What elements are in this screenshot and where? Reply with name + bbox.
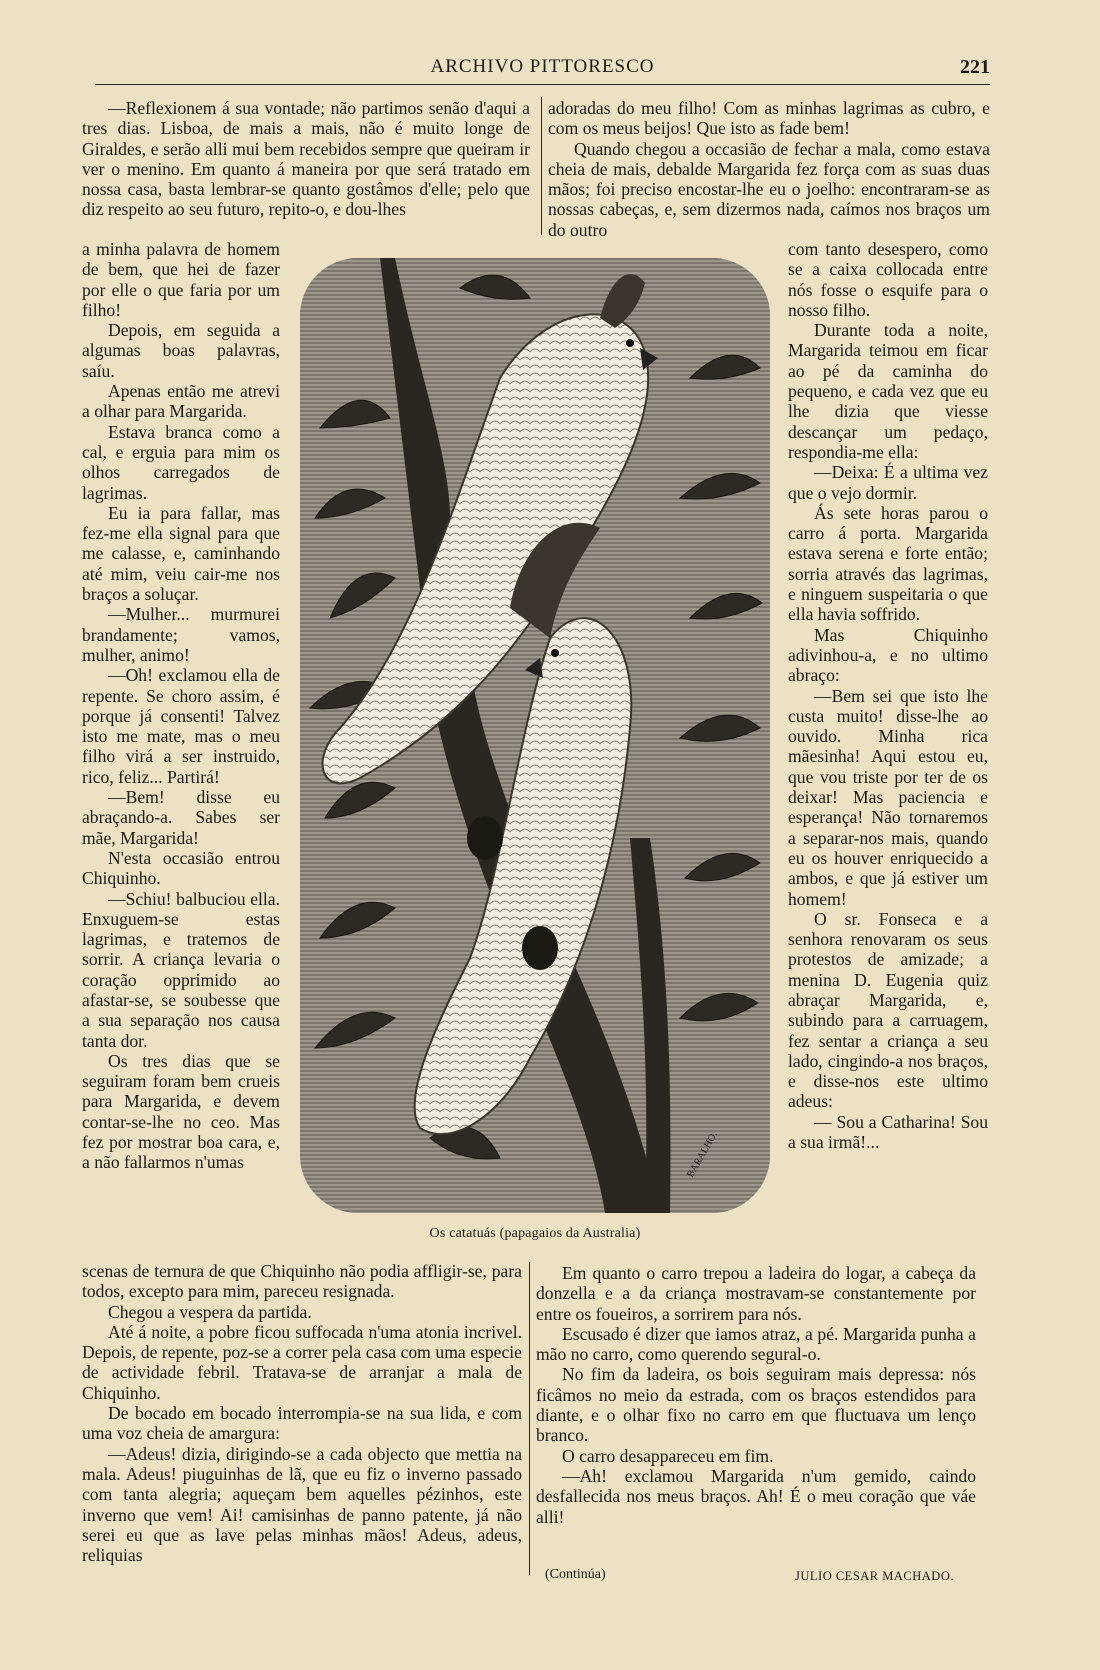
paragraph: N'esta occasião entrou Chiquinho. (82, 847, 280, 889)
paragraph: Chegou a vespera da partida. (108, 1301, 312, 1322)
paragraph: —Bem sei que isto lhe custa muito! disse-lhe ao ouvido. Minha rica mãesinha! Aqui estou eu, que vou triste por ter de os deixar! Mas paciencia e esperança! Não tornaremos a separar-nos mais, quando eu os houver enriquecido a ambos, e que já estiver um homem! (788, 685, 988, 909)
paragraph: —Reflexionem á sua vontade; não partimos senão d'aqui a tres dias. Lisboa, de mais a mais, não é muito longe de Giraldes, e serão alli mui bem recebidos sempre que queiram ir ver o menino. Em quanto á maneira por que será tratado em nossa casa, basta lembrar-se quanto gostâmos d'elle; pelo que diz respeito ao seu futuro, repito-o, e dou-lhes (82, 98, 530, 220)
paragraph: Durante toda a noite, Margarida teimou em ficar ao pé da caminha do pequeno, e cada vez que eu lhe dizia que viesse descançar um pedaço, respondia-me ella: (788, 320, 988, 462)
page-header (95, 54, 990, 85)
paragraph: — Sou a Catharina! Sou a sua irmã!... (788, 1111, 988, 1153)
paragraph: —Deixa: É a ultima vez que o vejo dormir. (788, 462, 988, 503)
paragraph: O carro desappareceu em fim. (562, 1445, 774, 1466)
paragraph: O sr. Fonseca e a senhora renovaram os seus protestos de amizade; a menina D. Eugenia quiz abraçar Margarida, e, subindo para a carruagem, fez sentar a criança a seu lado, cingindo-a nos braços, e disse-nos este ultimo adeus: (788, 908, 988, 1112)
left-column-bottom (82, 1261, 522, 1565)
paragraph: Depois, em seguida a algumas boas palavras, saíu. (82, 320, 280, 381)
paragraph: a minha palavra de homem de bem, que hei de fazer por elle o que faria por um filho! (82, 239, 280, 320)
right-column-narrow (788, 239, 988, 1152)
paragraph: —Bem! disse eu abraçando-a. Sabes ser mãe, Margarida! (82, 787, 280, 848)
paragraph: com tanto desespero, como se a caixa collocada entre nós fosse o esquife para o nosso filho. (788, 239, 988, 320)
paragraph: Em quanto o carro trepou a ladeira do logar, a cabeça da donzella e a da criança mostravam-se constantemente por entre os foueiros, a sorrirem para nós. (536, 1263, 976, 1324)
paragraph: —Ah! exclamou Margarida n'um gemido, caindo desfallecida nos meus braços. Ah! É o meu coração que váe alli! (536, 1465, 976, 1527)
engraving-illustration (300, 258, 770, 1213)
paragraph: Quando chegou a occasião de fechar a mala, como estava cheia de mais, debalde Margarida fez força com as suas duas mãos; foi preciso encostar-lhe eu o joelho: encontraram-se as nossas cabeças, e, sem dizermos nada, caímos nos braços um do outro (548, 138, 990, 240)
paragraph: Apenas então me atrevi a olhar para Margarida. (82, 381, 280, 422)
paragraph: No fim da ladeira, os bois seguiram mais depressa: nós ficâmos no meio da estrada, com os braços estendidos para diante, e o olhar fixo no carro em que fluctuava um lenço branco. (536, 1364, 976, 1446)
left-column-narrow (82, 239, 280, 1173)
paragraph: —Adeus! dizia, dirigindo-se a cada objecto que mettia na mala. Adeus! piuguinhas de lã, que eu fiz o inverno passado com tanta alegria; aqueçam bem aquelles pézinhos, este inverno que vem! Ai! camisinhas de panno patente, já não serei eu que as lave pelas minhas mãos! Adeus, adeus, reliquias (82, 1443, 522, 1566)
paragraph: Os tres dias que se seguiram foram bem crueis para Margarida, e devem contar-se-lhe no ceo. Mas fez por mostrar boa cara, e, a não fallarmos n'umas (82, 1050, 280, 1173)
page-number: 221 (960, 56, 990, 78)
figure-caption: Os catatuás (papagaios da Australia) (429, 1226, 641, 1241)
paragraph: —Schiu! balbuciou ella. Enxuguem-se estas lagrimas, e tratemos de sorrir. A criança levaria o coração opprimido ao afastar-se, se soubesse que a sua separação nos causa tanta dor. (82, 888, 280, 1051)
paragraph: scenas de ternura de que Chiquinho não podia affligir-se, para todos, excepto para mim, pareceu resignada. (82, 1261, 522, 1302)
column-rule-top (541, 97, 542, 235)
paragraph: Até á noite, a pobre ficou suffocada n'uma atonia incrivel. Depois, de repente, poz-se a correr pela casa com uma especie de actividade febril. Tratava-se de arranjar a mala de Chiquinho. (82, 1321, 522, 1403)
paragraph: Mas Chiquinho adivinhou-a, e no ultimo abraço: (788, 624, 988, 686)
paragraph: —Mulher... murmurei brandamente; vamos, mulher, animo! (82, 604, 280, 665)
journal-title: ARCHIVO PITTORESCO (430, 56, 655, 77)
paragraph: Eu ia para fallar, mas fez-me ella signal para que me calasse, e, caminhando até mim, veiu cair-me nos braços a soluçar. (82, 502, 280, 605)
paragraph: Escusado é dizer que iamos atraz, a pé. Margarida punha a mão no carro, como querendo segural-o. (536, 1323, 976, 1365)
right-column-top (548, 98, 990, 240)
right-column-bottom (536, 1263, 976, 1527)
left-column-top (82, 98, 530, 220)
author-signature: JULIO CESAR MACHADO. (795, 1569, 954, 1583)
paragraph: Estava branca como a cal, e erguia para mim os olhos carregados de lagrimas. (82, 421, 280, 503)
engraver-signature: BARALHO. (685, 1129, 721, 1180)
paragraph: Ás sete horas parou o carro á porta. Margarida estava serena e forte então; sorria através das lagrimas, e ninguem suspeitaria o que ella havia soffrido. (788, 502, 988, 625)
cockatoo-engraving (300, 258, 770, 1213)
paragraph: adoradas do meu filho! Com as minhas lagrimas as cubro, e com os meus beijos! Que isto as fade bem! (548, 98, 990, 139)
continued-note: (Continúa) (545, 1567, 606, 1582)
column-rule-bottom (529, 1262, 530, 1575)
paragraph: De bocado em bocado interrompia-se na sua lida, e com uma voz cheia de amargura: (82, 1403, 522, 1444)
paragraph: —Oh! exclamou ella de repente. Se choro assim, é porque já consenti! Talvez isto me mate, mas o meu filho virá a ser instruido, rico, feliz... Partirá! (82, 665, 280, 787)
